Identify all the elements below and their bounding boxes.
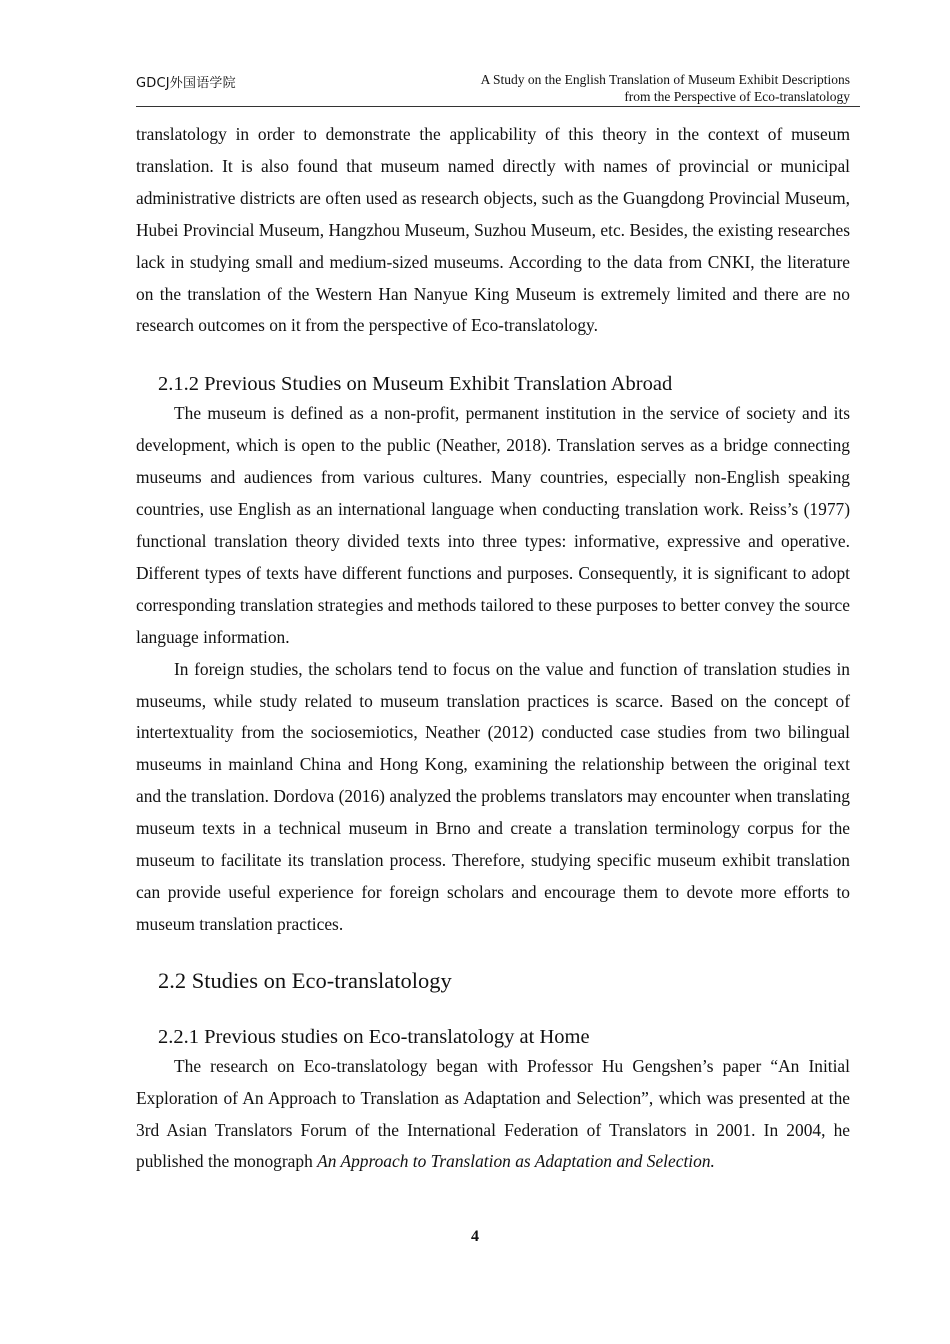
paragraph-continued: translatology in order to demonstrate the applicability of this theory in the context of museum translation. It is also found that museum named directly with names of provincial or municipal administrative districts are often used as research objects, such as the Guangdong Provincial Museum, Hubei Provincial Museum, Hangzhou Museum, Suzhou Museum, etc. Besides, the existing researches lack in studying small and medium-sized museums. According to the data from CNKI, the literature on the translation of the Western Han Nanyue King Museum is extremely limited and there are no research outcomes on it from the perspective of Eco-translatology. <box>136 124 850 336</box>
section-heading-2-2-1: 2.2.1 Previous studies on Eco-translatology at Home <box>158 1025 590 1048</box>
header-thesis-title <box>481 71 850 105</box>
running-header <box>136 68 860 107</box>
header-institution: GDCJ外国语学院 <box>136 76 236 91</box>
book-title: An Approach to Translation as Adaptation and Selection. <box>317 1151 715 1172</box>
paragraph-foreign-studies: In foreign studies, the scholars tend to focus on the value and function of translation studies in museums, while study related to museum translation practices is scarce. Based on the concept of intertextuality from the sociosemiotics, Neather (2012) conducted case studies from two bilingual museums in mainland China and Hong Kong, examining the relationship between the original text and the translation. Dordova (2016) analyzed the problems translators may encounter when translating museum texts in a technical museum in Brno and create a translation terminology corpus for the museum to facilitate its translation process. Therefore, studying specific museum exhibit translation can provide useful experience for foreign scholars and encourage them to devote more efforts to museum translation practices. <box>136 658 850 934</box>
paragraph-text: The research on Eco-translatology began with Professor Hu Gengshen’s paper “An Initial Exploration of An Approach to Translation as Adaptation and Selection”, which was presented at the 3rd Asian Translators Forum of the International Federation of Translators in 2001. In 2004, he published the monograph <box>136 1055 850 1172</box>
page-number: 4 <box>471 1228 479 1245</box>
paragraph-eco-translatology-origin <box>136 1051 850 1179</box>
page-body <box>136 119 850 1178</box>
section-heading-2-1-2: 2.1.2 Previous Studies on Museum Exhibit Translation Abroad <box>158 373 673 396</box>
header-title-line-1: A Study on the English Translation of Museum Exhibit Descriptions <box>480 72 850 87</box>
paragraph-museum-definition: The museum is defined as a non-profit, permanent institution in the service of society and its development, which is open to the public (Neather, 2018). Translation serves as a bridge connecting museums and audiences from various cultures. Many countries, especially non-English speaking countries, use English as an international language when conducting translation work. Reiss’s (1977) functional translation theory divided texts into three types: informative, expressive and operative. Different types of texts have different functions and purposes. Consequently, it is significant to adopt corresponding translation strategies and methods tailored to these purposes to better convey the source language information. <box>136 403 850 647</box>
section-heading-2-2: 2.2 Studies on Eco-translatology <box>158 967 452 993</box>
header-title-line-2: from the Perspective of Eco-translatology <box>624 89 850 104</box>
